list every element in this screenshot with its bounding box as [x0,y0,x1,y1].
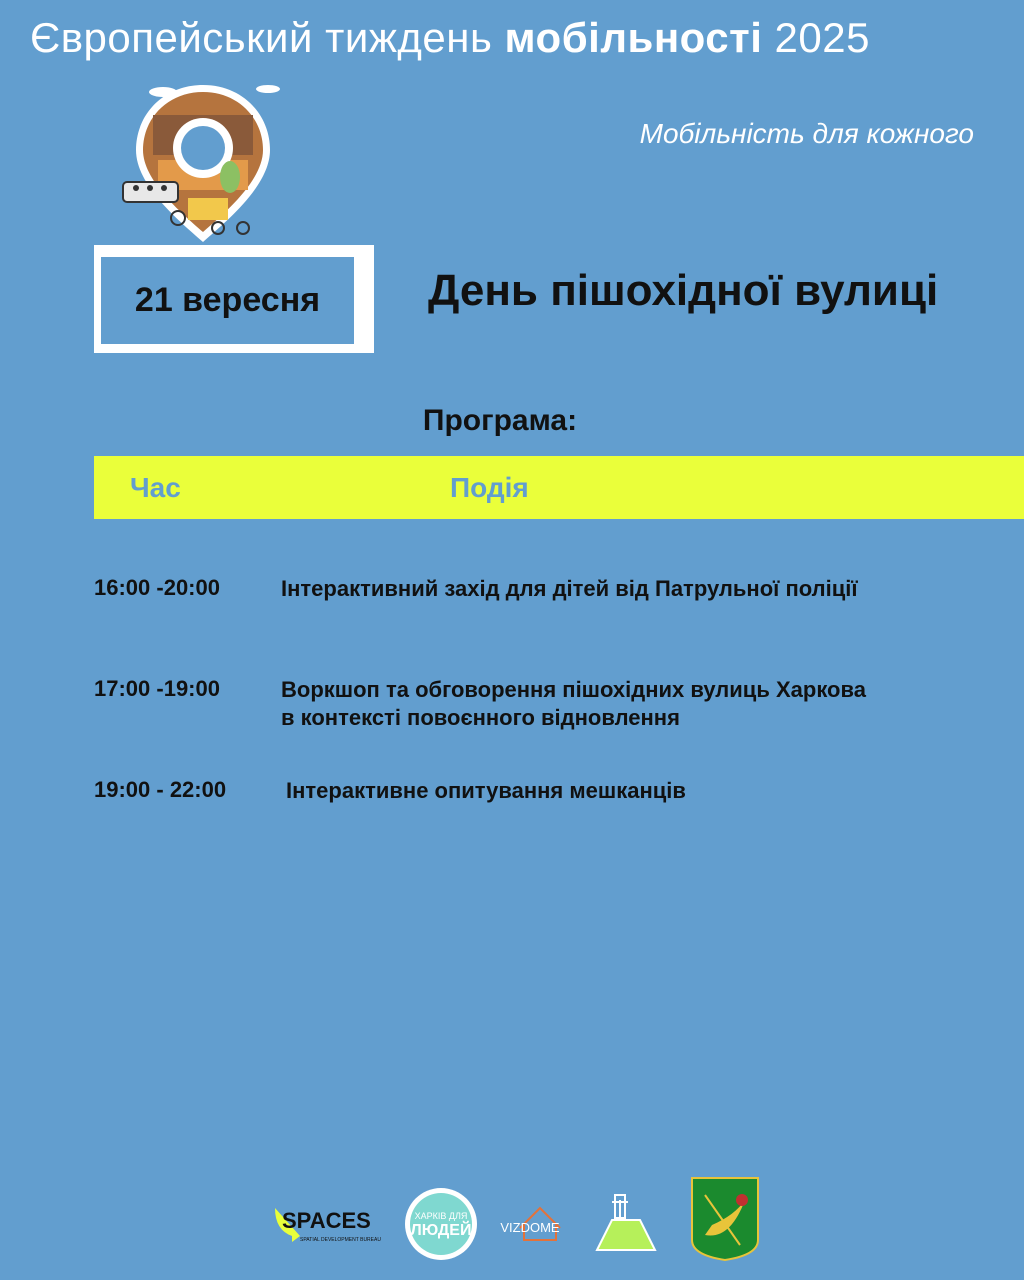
spaces-logo [275,1208,381,1243]
row-time: 16:00 -20:00 [94,575,220,600]
row-event-line: Воркшоп та обговорення пішохідних вулиць Харкова [281,677,866,702]
title-text-bold: мобільності [504,14,763,61]
row-event-line: в контексті повоєнного відновлення [281,705,680,730]
event-title: День пішохідної вулиці [428,266,939,315]
program-table-header [94,456,1024,519]
subtitle: Мобільність для кожного [639,118,974,149]
row-time: 19:00 - 22:00 [94,777,227,802]
header-event: Подія [450,472,529,503]
kharkiv-coat-of-arms-icon [692,1178,758,1260]
kharkiv-for-people-logo [405,1188,477,1260]
row-event-line: Інтерактивний захід для дітей від Патрульної поліції [281,576,858,601]
row-time: 17:00 -19:00 [94,676,220,701]
event-date: 21 вересня [101,257,354,344]
date-box [94,245,374,353]
partner-logos [0,1170,1024,1270]
row-event [281,575,858,603]
program-label: Програма: [422,404,578,437]
spaces-text: SPACES [282,1208,371,1233]
vizdome-logo [500,1208,560,1240]
header-time: Час [130,472,181,503]
kharkiv-text-top: ХАРКІВ ДЛЯ [414,1211,468,1221]
row-event [286,777,686,805]
location-pin-illustration [118,80,288,250]
page-title [30,14,1010,62]
title-text-1: Європейський тиждень [30,14,505,61]
row-event [281,676,866,732]
title-text-2: 2025 [762,14,870,61]
kharkiv-text-bottom: ЛЮДЕЙ [410,1222,472,1239]
spaces-subtext: SPATIAL DEVELOPMENT BUREAU [300,1237,381,1243]
vizdome-text: VIZDOME [500,1220,560,1235]
map-logo [597,1195,655,1250]
row-event-line: Інтерактивне опитування мешканців [286,778,686,803]
